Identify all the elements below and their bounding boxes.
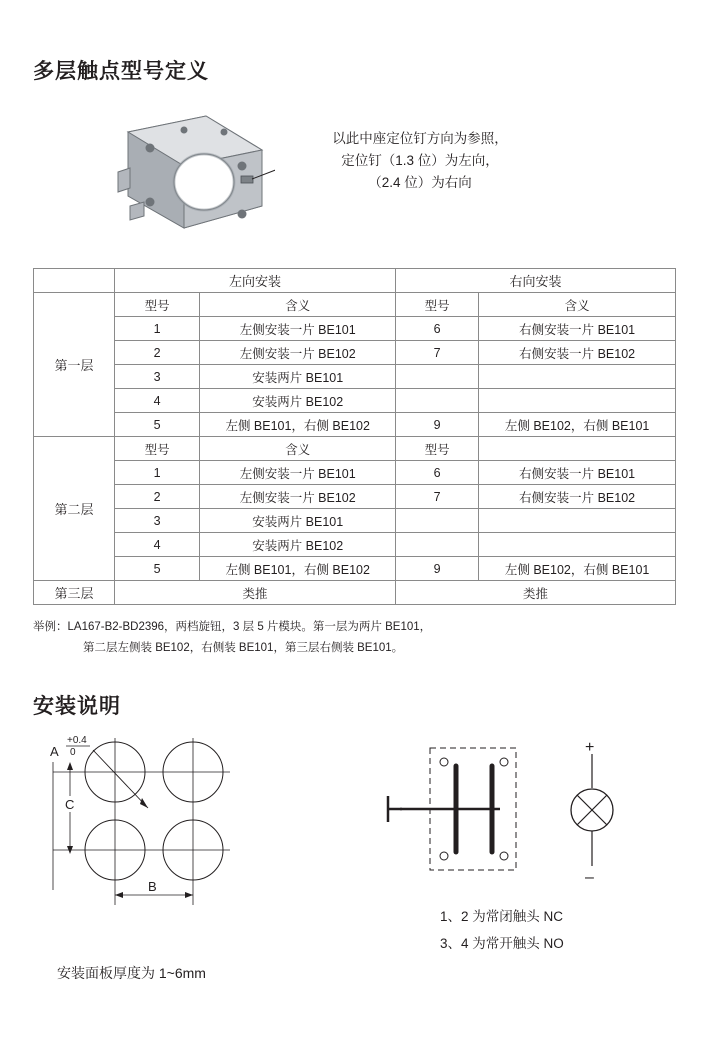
cell-meaning: 安装两片 BE102 bbox=[200, 389, 396, 413]
table-row bbox=[34, 317, 676, 341]
cell-model: 1 bbox=[114, 461, 199, 485]
cell-meaning: 安装两片 BE101 bbox=[200, 365, 396, 389]
cell-model: 5 bbox=[114, 413, 199, 437]
reference-note bbox=[305, 128, 535, 194]
mounting-hole-drawing bbox=[30, 730, 290, 945]
cell-model: 3 bbox=[114, 365, 199, 389]
table-row bbox=[34, 341, 676, 365]
cell-model: 2 bbox=[114, 341, 199, 365]
table-row bbox=[34, 485, 676, 509]
cell-model-right bbox=[396, 509, 479, 533]
cell-meaning: 安装两片 BE102 bbox=[200, 533, 396, 557]
dim-c-label: C bbox=[65, 797, 75, 812]
subheader-model-left: 型号 bbox=[114, 437, 199, 461]
reference-note-line-1: 以此中座定位钉方向为参照， bbox=[332, 131, 508, 146]
reference-note-line-3: （2.4 位）为右向 bbox=[368, 175, 472, 190]
example-note-line-1: 举例：LA167-B2-BD2396，两档旋钮，3 层 5 片模块。第一层为两片 BE101， bbox=[33, 621, 432, 633]
cell-third-right: 类推 bbox=[396, 581, 676, 605]
table-row bbox=[34, 437, 676, 461]
cell-meaning-right: 右侧安装一片 BE101 bbox=[479, 317, 676, 341]
cell-meaning-right bbox=[479, 389, 676, 413]
table-row bbox=[34, 413, 676, 437]
page-title-installation: 安装说明 bbox=[33, 695, 121, 718]
contact-legend-nc: 1、2 为常闭触头 NC bbox=[440, 909, 564, 924]
cell-model: 5 bbox=[114, 557, 199, 581]
subheader-model-right: 型号 bbox=[396, 437, 479, 461]
cell-meaning: 左侧安装一片 BE102 bbox=[200, 341, 396, 365]
contact-legend-no: 3、4 为常开触头 NO bbox=[440, 936, 564, 951]
layer-label-third: 第三层 bbox=[34, 581, 115, 605]
example-note-line-2: 第二层左侧装 BE102，右侧装 BE101，第三层右侧装 BE101。 bbox=[83, 642, 404, 654]
page-title-contact-model: 多层触点型号定义 bbox=[33, 60, 209, 83]
cell-meaning-right: 右侧安装一片 BE102 bbox=[479, 485, 676, 509]
cell-meaning-right bbox=[479, 365, 676, 389]
header-left-mount: 左向安装 bbox=[114, 269, 395, 293]
layer-label-second: 第二层 bbox=[34, 437, 115, 581]
cell-meaning-right bbox=[479, 509, 676, 533]
cell-model-right: 7 bbox=[396, 341, 479, 365]
subheader-meaning-right bbox=[479, 437, 676, 461]
cell-model: 2 bbox=[114, 485, 199, 509]
cell-model: 4 bbox=[114, 533, 199, 557]
cell-model: 1 bbox=[114, 317, 199, 341]
cell-model: 4 bbox=[114, 389, 199, 413]
cell-meaning-right: 右侧安装一片 BE101 bbox=[479, 461, 676, 485]
layer-label-first: 第一层 bbox=[34, 293, 115, 437]
table-row bbox=[34, 557, 676, 581]
subheader-model-left: 型号 bbox=[114, 293, 199, 317]
cell-meaning: 左侧 BE101，右侧 BE102 bbox=[200, 557, 396, 581]
table-row bbox=[34, 365, 676, 389]
table-row bbox=[34, 269, 676, 293]
cell-model-right: 6 bbox=[396, 317, 479, 341]
contact-model-table bbox=[33, 268, 676, 605]
panel-thickness-note: 安装面板厚度为 1~6mm bbox=[57, 965, 206, 981]
cell-meaning-right: 左侧 BE102，右侧 BE101 bbox=[479, 557, 676, 581]
cell-meaning-right: 左侧 BE102，右侧 BE101 bbox=[479, 413, 676, 437]
cell-meaning-right: 右侧安装一片 BE102 bbox=[479, 341, 676, 365]
cell-model-right: 9 bbox=[396, 413, 479, 437]
table-row bbox=[34, 293, 676, 317]
cell-model-right bbox=[396, 533, 479, 557]
cell-meaning: 左侧安装一片 BE101 bbox=[200, 317, 396, 341]
table-row bbox=[34, 581, 676, 605]
cell-model-right: 6 bbox=[396, 461, 479, 485]
table-row bbox=[34, 389, 676, 413]
cell-meaning: 安装两片 BE101 bbox=[200, 509, 396, 533]
dim-b-label: B bbox=[148, 879, 157, 894]
subheader-meaning-left: 含义 bbox=[200, 293, 396, 317]
dim-a-label: A bbox=[50, 744, 59, 759]
polarity-minus: – bbox=[585, 869, 594, 886]
reference-note-line-2: 定位钉（1.3 位）为左向， bbox=[341, 153, 499, 168]
cell-model-right bbox=[396, 389, 479, 413]
table-row bbox=[34, 509, 676, 533]
cell-model-right: 7 bbox=[396, 485, 479, 509]
table-row bbox=[34, 461, 676, 485]
dim-a-tolerance-lower: 0 bbox=[70, 747, 76, 758]
table-corner-blank bbox=[34, 269, 115, 293]
example-note bbox=[33, 617, 673, 659]
cell-meaning: 左侧 BE101，右侧 BE102 bbox=[200, 413, 396, 437]
cell-third-left: 类推 bbox=[114, 581, 395, 605]
cell-meaning: 左侧安装一片 BE101 bbox=[200, 461, 396, 485]
header-right-mount: 右向安装 bbox=[396, 269, 676, 293]
table-row bbox=[34, 533, 676, 557]
cell-meaning-right bbox=[479, 533, 676, 557]
contact-schematic bbox=[370, 740, 670, 900]
cell-meaning: 左侧安装一片 BE102 bbox=[200, 485, 396, 509]
switch-base-illustration bbox=[110, 110, 275, 240]
polarity-plus: + bbox=[585, 740, 595, 756]
contact-legend bbox=[440, 903, 564, 957]
cell-model: 3 bbox=[114, 509, 199, 533]
cell-model-right bbox=[396, 365, 479, 389]
subheader-meaning-right: 含义 bbox=[479, 293, 676, 317]
subheader-meaning-left: 含义 bbox=[200, 437, 396, 461]
subheader-model-right: 型号 bbox=[396, 293, 479, 317]
cell-model-right: 9 bbox=[396, 557, 479, 581]
dim-a-tolerance-upper: +0.4 bbox=[67, 735, 87, 746]
